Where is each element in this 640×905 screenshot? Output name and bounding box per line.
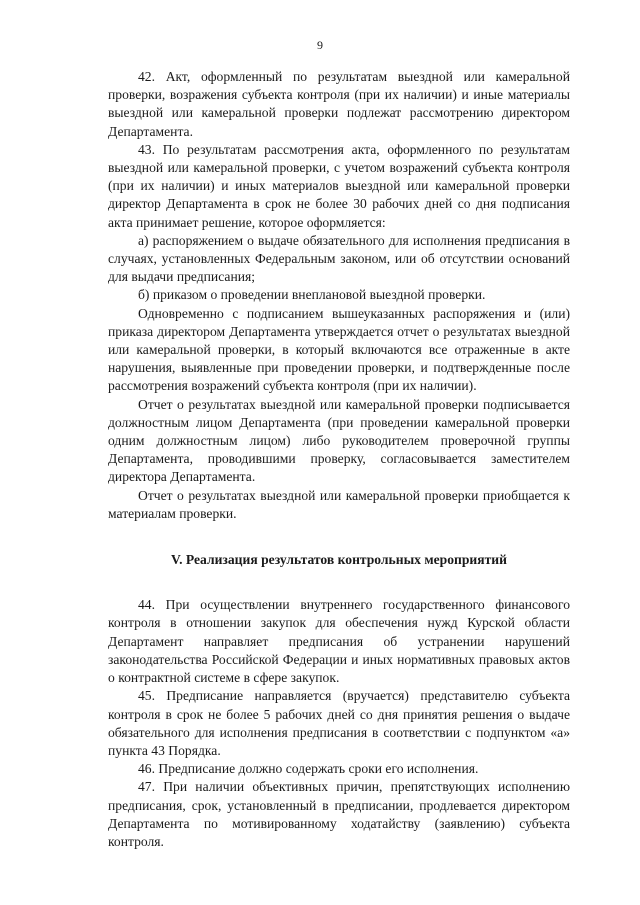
section-heading: V. Реализация результатов контрольных мероприятий (171, 552, 507, 568)
paragraph-46: 46. Предписание должно содержать сроки его исполнения. (138, 761, 479, 777)
paragraph-report-attach: Отчет о результатах выездной или камеральной проверки приобщается к материалам проверки. (108, 487, 570, 521)
paragraph-45: 45. Предписание направляется (вручается) представителю субъекта контроля в срок не более 5 рабочих дней со дня принятия решения о выдаче обязательного для исполнения предписания в соответствии с подпунктом «а» пункта 43 Порядка. (108, 688, 570, 758)
paragraph-47: 47. При наличии объективных причин, препятствующих исполнению предписания, срок, установленный в предписании, продлевается директором Департамента по мотивированному ходатайству (заявлению) субъекта контроля. (108, 779, 570, 849)
paragraph-report-signing: Отчет о результатах выездной или камеральной проверки подписывается должностным лицом Департамента (при проведении камеральной проверки одним должностным лицом) либо руководителем проверочной группы Департамента, проводившими проверку, согласовывается заместителем директора Департамента. (108, 396, 570, 485)
paragraph-42: 42. Акт, оформленный по результатам выездной или камеральной проверки, возражения субъекта контроля (при их наличии) и иные материалы выездной или камеральной проверки подлежат рассмотрению директором Департамента. (108, 69, 570, 139)
paragraph-43: 43. По результатам рассмотрения акта, оформленного по результатам выездной или камеральной проверки, с учетом возражений субъекта контроля (при их наличии) и иных материалов выездной или камеральной проверки директор Департамента в срок не более 30 рабочих дней со дня подписания акта принимает решение, которое оформляется: (108, 141, 570, 230)
paragraph-report-approval: Одновременно с подписанием вышеуказанных распоряжения и (или) приказа директором Департамента утверждается отчет о результатах выездной или камеральной проверки, в который включаются все отраженные в акте нарушения, выявленные при проведении проверки, и подтвержденные после рассмотрения возражений субъекта контроля (при их наличии). (108, 305, 570, 394)
paragraph-43-a: а) распоряжением о выдаче обязательного для исполнения предписания в случаях, установленных Федеральным законом, или об отсутствии оснований для выдачи предписания; (108, 232, 570, 285)
page-number: 9 (317, 38, 323, 52)
paragraph-44: 44. При осуществлении внутреннего государственного финансового контроля в отношении закупок для обеспечения нужд Курской области Департамент направляет предписания об устранении нарушений законодательства Российской Федерации и иных нормативных правовых актов о контрактной системе в сфере закупок. (108, 597, 570, 686)
paragraph-43-b: б) приказом о проведении внеплановой выездной проверки. (138, 287, 486, 303)
document-body (108, 68, 570, 851)
